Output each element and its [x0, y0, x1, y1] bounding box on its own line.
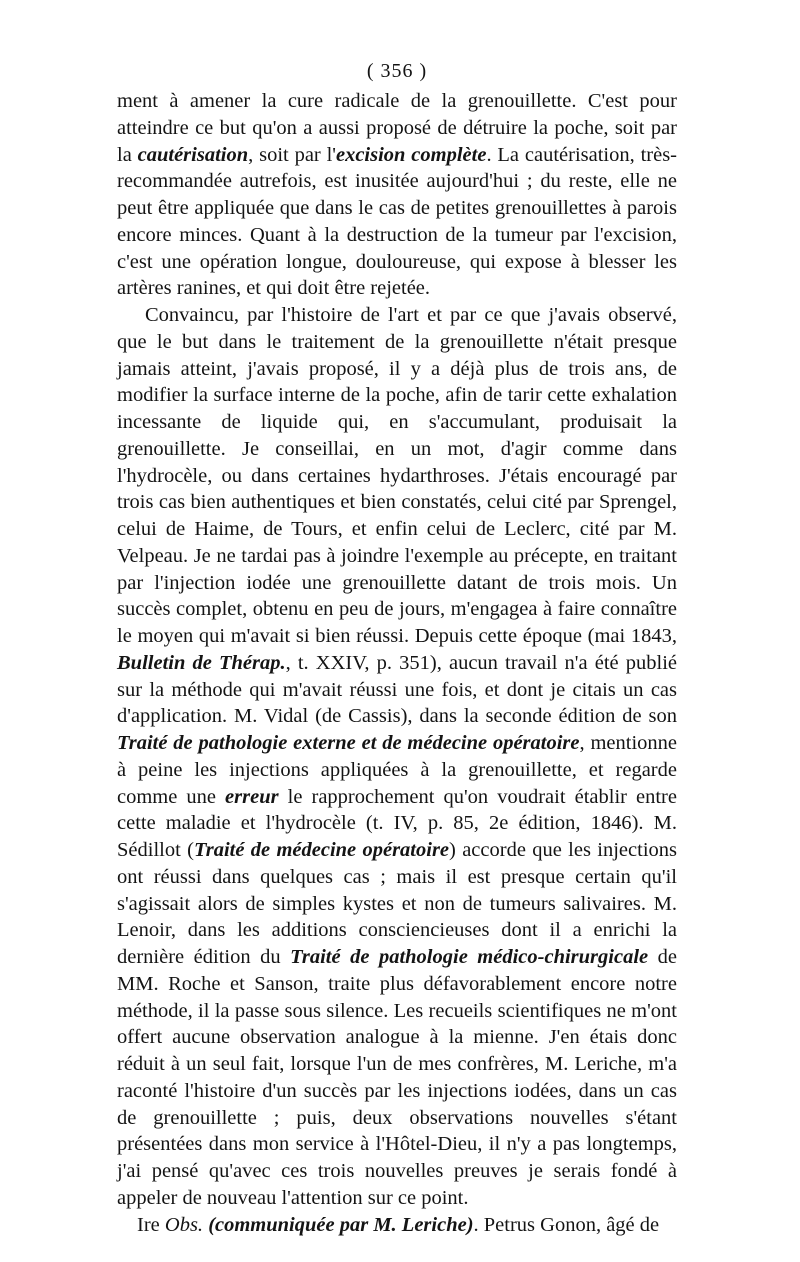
- book-page: [117, 54, 677, 1238]
- text-run: , mentionne à peine les injections appliquées à la grenouillette, et regarde comme une: [117, 732, 677, 808]
- emphasized-text: Traité de pathologie médico-chirurgicale: [290, 946, 649, 968]
- text-run: . Petrus Gonon, âgé de: [473, 1213, 660, 1236]
- text-run: ment à amener la cure radicale de la grenouillette. C'est pour atteindre ce but qu'on a aussi proposé de détruire la poche, soit par la: [117, 90, 677, 166]
- paragraph-1: [117, 88, 677, 302]
- text-run: le rapprochement qu'on voudrait établir entre cette maladie et l'hydrocèle (t. IV, p. 85, 2e édition, 1846). M. Sédillot (: [117, 785, 677, 861]
- emphasized-text: cautérisation: [137, 143, 249, 166]
- emphasized-text: Obs.: [164, 1213, 204, 1236]
- emphasized-text: (communiquée par M. Leriche): [208, 1213, 474, 1236]
- text-run: de MM. Roche et Sanson, traite plus défavorablement encore notre méthode, il la passe sous silence. Les recueils scientifiques ne m'ont offert aucune observation analogue à la mienne. J'en étais donc réduit à un seul fait, lorsque l'un de mes confrères, M. Leriche, m'a raconté l'histoire d'un succès par les injections iodées, dans un cas de grenouillette ; puis, deux observations nouvelles s'étant présentées dans mon service à l'Hôtel-Dieu, il n'y a pas longtemps, j'ai pensé qu'avec ces trois nouvelles preuves je serais fondé à appeler de nouveau l'attention sur ce point.: [117, 946, 677, 1209]
- text-run: , t. XXIV, p. 351), aucun travail n'a été publié sur la méthode qui m'avait réussi une fois, et dont je citais un cas d'application. M. Vidal (de Cassis), dans la seconde édition de son: [117, 651, 677, 728]
- emphasized-text: erreur: [225, 785, 279, 808]
- text-run: Convaincu, par l'histoire de l'art et par ce que j'avais observé, que le but dans le traitement de la grenouillette n'était presque jamais atteint, j'avais proposé, il y a déjà plus de trois ans, de modifier la surface interne de la poche, afin de tarir cette exhalation incessante de liquide qui, en s'accumulant, produisait la grenouillette. Je conseillai, en un mot, d'agir comme dans l'hydrocèle, ou dans certaines hydarthroses. J'étais encouragé par trois cas bien authentiques et bien constatés, celui cité par Sprengel, celui de Haime, de Tours, et enfin celui de Leclerc, cité par M. Velpeau. Je ne tardai pas à joindre l'exemple au précepte, en traitant par l'injection iodée une grenouillette datant de trois mois. Un succès complet, obtenu en peu de jours, m'engagea à faire connaître le moyen qui m'avait si bien réussi. Depuis cette époque (mai 1843,: [117, 304, 677, 647]
- text-run: Ire: [137, 1213, 165, 1236]
- page-number: ( 356 ): [366, 60, 428, 82]
- paragraph-2: [117, 302, 677, 1212]
- emphasized-text: excision complète: [335, 143, 487, 166]
- text-run: , soit par l': [248, 143, 336, 166]
- emphasized-text: Traité de médecine opératoire: [193, 839, 450, 861]
- emphasized-text: Traité de pathologie externe et de médecine opératoire: [117, 732, 580, 754]
- emphasized-text: Bulletin de Thérap.: [117, 651, 286, 674]
- body-text: [117, 88, 677, 1238]
- paragraph-3: [117, 1212, 677, 1239]
- text-run: . La cautérisation, très-recommandée autrefois, est inusitée aujourd'hui ; du reste, elle ne peut être appliquée que dans le cas de petites grenouillettes à parois encore minces. Quant à la destruction de la tumeur par l'excision, c'est une opération longue, douloureuse, qui expose à blesser les artères ranines, et qui doit être rejetée.: [117, 143, 677, 300]
- text-run: ) accorde que les injections ont réussi dans quelques cas ; mais il est presque certain qu'il s'agissait alors de simples kystes et non de tumeurs salivaires. M. Lenoir, dans les additions consciencieuses dont il a enrichi la dernière édition du: [117, 839, 678, 968]
